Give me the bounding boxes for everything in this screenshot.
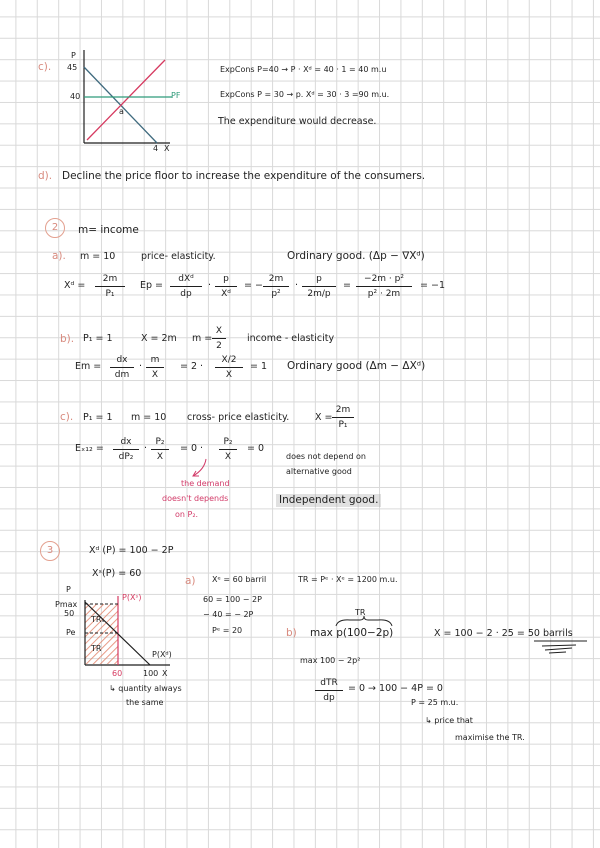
ex2a-heading: price- elasticity. [141, 251, 216, 262]
ex2a-f5-den: p² · 2m [367, 289, 401, 299]
ex2b-f3-num: X/2 [215, 356, 243, 368]
ex2c-m: m = 10 [131, 412, 167, 423]
exercise-2-title: m= income [78, 224, 139, 236]
ex2a-m: m = 10 [80, 251, 116, 262]
ex2a-f1-den: dp [180, 289, 192, 299]
ex3a-xe: Xᵉ = 60 barril [212, 575, 267, 584]
ex2b-p1: P₁ = 1 [83, 333, 113, 344]
ex2b-mid: = 2 · [180, 361, 204, 372]
expenditure-line-2: ExpCons P = 30 → p. Xᵈ = 30 · 3 =90 m.u. [220, 90, 390, 99]
exercise-2-number: 2 [45, 218, 65, 238]
market-graph-p-axis: P [66, 585, 71, 594]
ex3-note-1: ↳ quantity always [109, 684, 182, 693]
ex3-supply: Xˢ(P) = 60 [92, 568, 142, 579]
ex3a-step-1: 60 = 100 − 2P [203, 595, 262, 604]
ex3b-max-2: max 100 − 2p² [300, 656, 361, 665]
ex2c-good-type: Independent good. [276, 494, 381, 507]
graph-point-label: a [119, 107, 124, 116]
ex2c-pink-note-1: the demand [181, 479, 230, 488]
ex2c-x-eq: X = [315, 412, 333, 423]
ex2b-f2-den: X [151, 370, 159, 380]
ex2c-heading: cross- price elasticity. [187, 412, 290, 423]
ex3b-tr-top: TR [355, 608, 366, 617]
ex2c-f1-den: dP₂ [118, 452, 134, 462]
ex3b-note-2: maximise the TR. [455, 733, 525, 742]
ex2c-pink-note-2: doesn't depends [162, 494, 229, 503]
ex2a-xd-num: 2m [95, 275, 125, 287]
ex2c-note-1: does not depend on [286, 452, 366, 461]
ex3b-p25: P = 25 m.u. [411, 698, 459, 707]
market-graph-x100: 100 [143, 669, 159, 678]
ex2b-m-eq: m = [192, 333, 213, 344]
ex2b-f3-den: X [225, 370, 233, 380]
ex2b-heading: income - elasticity [247, 333, 335, 344]
ex3-demand: Xᵈ (P) = 100 − 2P [89, 545, 174, 556]
ex2c-note-2: alternative good [286, 467, 352, 476]
ex2c-x-num: 2m [332, 406, 354, 418]
part-d-text: Decline the price floor to increase the expenditure of the consumers. [62, 170, 426, 182]
ex2a-f1-num: dXᵈ [170, 275, 202, 287]
ex3a-step-3: Pᵉ = 20 [212, 626, 243, 635]
ex2a-f2-den: Xᵈ [221, 289, 231, 299]
ex2a-minus: − [255, 280, 263, 291]
ex2a-dot: · [208, 280, 212, 291]
ex3b-d-num: dTR [315, 679, 343, 691]
ex2a-eq-1: = [244, 280, 252, 291]
ex2a-eq-2: = [343, 280, 351, 291]
ex2b-f1-num: dx [110, 356, 134, 368]
ex2b-f2-num: m [146, 356, 164, 368]
ex3a-step-2: − 40 = − 2P [203, 610, 254, 619]
ex2b-x: X = 2m [141, 333, 177, 344]
ex2b-good-type: Ordinary good (Δm − ΔXᵈ) [287, 360, 426, 372]
ex2a-good-type: Ordinary good. (Δp − ∇Xᵈ) [287, 250, 425, 262]
part-c-label: c). [38, 61, 52, 73]
ex2a-ep: Ep = [140, 280, 164, 291]
ex2c-label: c). [60, 411, 74, 423]
ex2a-f3-num: 2m [263, 275, 289, 287]
ex3b-label: b) [286, 627, 297, 639]
graph-x-tick-4: 4 [153, 144, 159, 153]
graph-x-axis-label: X [164, 144, 170, 153]
market-graph-pe: Pe [66, 628, 76, 637]
graph-y-axis-label: P [71, 51, 76, 60]
ex2a-f2-num: p [215, 275, 237, 287]
market-graph-pmax: Pmax [55, 600, 78, 609]
ex2c-f2-num: P₂ [151, 438, 169, 450]
market-graph-tr: TR [91, 644, 102, 653]
ex2a-f4-den: 2m/p [307, 289, 331, 299]
ex2b-m-den: 2 [216, 341, 222, 351]
ex3a-tr: TR = Pᵉ · Xᵉ = 1200 m.u. [298, 575, 398, 584]
ex2c-f3-den: X [224, 452, 232, 462]
ex2b-em: Em = [75, 361, 102, 372]
ex3b-deriv: = 0 → 100 − 4P = 0 [348, 683, 443, 694]
ex3b-max: max p(100−2p) [310, 627, 394, 639]
market-graph-x-axis: X [162, 669, 168, 678]
exercise-3-number: 3 [40, 541, 60, 561]
market-graph-tr-s: TRₛ [91, 615, 105, 624]
ex2c-f3-num: P₂ [219, 438, 237, 450]
ex3b-note-1: ↳ price that [425, 716, 473, 725]
market-graph-demand-label: P(Xᵈ) [152, 650, 172, 659]
ex2c-zero: = 0 · [180, 443, 204, 454]
ex2a-f3-den: p² [271, 289, 281, 299]
ex2c-result: = 0 [247, 443, 265, 454]
market-graph-supply-label: P(Xˢ) [122, 593, 142, 602]
ex2a-xd-eq: Xᵈ = [64, 280, 86, 291]
ex2b-m-num: X [212, 327, 226, 339]
market-graph-x60: 60 [112, 669, 123, 678]
ex2c-x-den: P₁ [338, 420, 348, 430]
ex2c-f2-den: X [156, 452, 164, 462]
expenditure-line-1: ExpCons P=40 → P · Xᵈ = 40 · 1 = 40 m.u [220, 65, 387, 74]
ex2c-e: Eₓ₁₂ = [75, 443, 104, 454]
ex3a-label: a) [185, 575, 196, 587]
ex2b-label: b). [60, 333, 75, 345]
ex2b-dot: · [139, 361, 143, 372]
ex2a-result: = −1 [420, 280, 445, 291]
ex2c-dot: · [144, 443, 148, 454]
ex2b-f1-den: dm [114, 370, 130, 380]
ex2c-p1: P₁ = 1 [83, 412, 113, 423]
ex2a-f5-num: −2m · p² [356, 275, 412, 287]
price-floor-label: PF [171, 91, 181, 100]
ex2c-pink-note-3: on P₂. [175, 510, 199, 519]
ex3b-d-den: dp [323, 693, 335, 703]
ex2c-f1-num: dx [113, 438, 139, 450]
ex2b-result: = 1 [250, 361, 268, 372]
ex2a-dot-2: · [295, 280, 299, 291]
graph-y-tick-40: 40 [70, 92, 81, 101]
ex2a-f4-num: p [302, 275, 336, 287]
ex3b-x-result: X = 100 − 2 · 25 = 50 barrils [434, 628, 573, 639]
ex3-note-2: the same [126, 698, 164, 707]
market-graph-p50: 50 [64, 609, 75, 618]
ex2a-label: a). [52, 250, 66, 262]
expenditure-conclusion: The expenditure would decrease. [218, 116, 377, 127]
ex2a-xd-den: P₁ [105, 289, 115, 299]
part-d-label: d). [38, 170, 53, 182]
graph-y-tick-45: 45 [67, 63, 78, 72]
